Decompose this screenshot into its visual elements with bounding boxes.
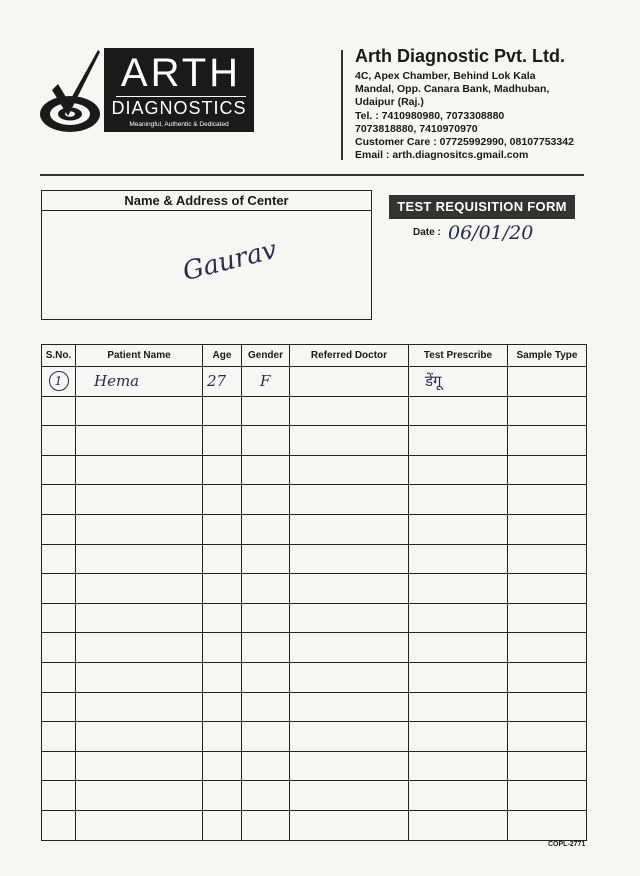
empty-cell bbox=[290, 781, 409, 811]
empty-cell bbox=[290, 396, 409, 426]
empty-cell bbox=[76, 603, 203, 633]
empty-cell bbox=[203, 662, 242, 692]
empty-cell bbox=[290, 426, 409, 456]
requisition-table bbox=[41, 344, 587, 841]
empty-cell bbox=[203, 722, 242, 752]
customer-care-line: Customer Care : 07725992990, 08107753342 bbox=[355, 136, 574, 149]
cell-age bbox=[203, 367, 242, 397]
empty-cell bbox=[242, 574, 290, 604]
empty-cell bbox=[508, 396, 587, 426]
empty-cell bbox=[76, 751, 203, 781]
logo-brand: ARTH bbox=[120, 51, 242, 95]
empty-cell bbox=[508, 603, 587, 633]
empty-cell bbox=[290, 633, 409, 663]
cell-sno bbox=[42, 367, 76, 397]
empty-cell bbox=[409, 455, 508, 485]
email-line: Email : arth.diagnositcs.gmail.com bbox=[355, 149, 529, 162]
center-title: Name & Address of Center bbox=[124, 193, 289, 208]
empty-cell bbox=[409, 751, 508, 781]
table-row bbox=[42, 633, 587, 663]
center-title-rule bbox=[41, 210, 372, 211]
date-value: 06/01/20 bbox=[448, 222, 534, 244]
empty-cell bbox=[290, 485, 409, 515]
empty-cell bbox=[242, 633, 290, 663]
empty-cell bbox=[508, 485, 587, 515]
form-title: TEST REQUISITION FORM bbox=[389, 195, 575, 219]
empty-cell bbox=[508, 751, 587, 781]
gender-value: F bbox=[260, 372, 271, 391]
header-age: Age bbox=[203, 345, 242, 367]
table-row bbox=[42, 485, 587, 515]
header-sno: S.No. bbox=[42, 345, 76, 367]
empty-cell bbox=[409, 396, 508, 426]
empty-cell bbox=[290, 574, 409, 604]
phone-line: Tel. : 7410980980, 7073308880 bbox=[355, 109, 505, 122]
header-divider bbox=[341, 50, 343, 160]
empty-cell bbox=[508, 692, 587, 722]
empty-cell bbox=[290, 603, 409, 633]
table-row bbox=[42, 514, 587, 544]
header-sample-type: Sample Type bbox=[508, 345, 587, 367]
header-rule bbox=[40, 174, 584, 176]
cell-patient-name bbox=[76, 367, 203, 397]
company-name: Arth Diagnostic Pvt. Ltd. bbox=[355, 46, 566, 66]
empty-cell bbox=[203, 781, 242, 811]
empty-cell bbox=[42, 633, 76, 663]
table-row bbox=[42, 367, 587, 397]
empty-cell bbox=[76, 810, 203, 840]
table-row bbox=[42, 810, 587, 840]
empty-cell bbox=[203, 603, 242, 633]
empty-cell bbox=[76, 574, 203, 604]
empty-cell bbox=[42, 662, 76, 692]
empty-cell bbox=[42, 544, 76, 574]
header-test-prescribe: Test Prescribe bbox=[409, 345, 508, 367]
empty-cell bbox=[242, 662, 290, 692]
age-value: 27 bbox=[207, 372, 227, 391]
empty-cell bbox=[76, 396, 203, 426]
empty-cell bbox=[76, 455, 203, 485]
empty-cell bbox=[409, 485, 508, 515]
phone-line: 7073818880, 7410970970 bbox=[355, 122, 478, 135]
empty-cell bbox=[290, 662, 409, 692]
empty-cell bbox=[42, 751, 76, 781]
empty-cell bbox=[42, 692, 76, 722]
empty-cell bbox=[203, 485, 242, 515]
table-row bbox=[42, 396, 587, 426]
empty-cell bbox=[242, 810, 290, 840]
empty-cell bbox=[242, 722, 290, 752]
empty-cell bbox=[508, 426, 587, 456]
header-referred-doctor: Referred Doctor bbox=[290, 345, 409, 367]
empty-cell bbox=[508, 544, 587, 574]
empty-cell bbox=[409, 426, 508, 456]
empty-cell bbox=[42, 485, 76, 515]
empty-cell bbox=[242, 485, 290, 515]
empty-cell bbox=[42, 574, 76, 604]
empty-cell bbox=[203, 810, 242, 840]
empty-cell bbox=[409, 574, 508, 604]
empty-cell bbox=[203, 426, 242, 456]
company-address bbox=[355, 70, 605, 162]
empty-cell bbox=[76, 662, 203, 692]
empty-cell bbox=[409, 633, 508, 663]
empty-cell bbox=[203, 544, 242, 574]
logo-tagline: Meaningful, Authentic & Dedicated bbox=[129, 121, 229, 128]
cell-test-prescribe bbox=[409, 367, 508, 397]
date-label: Date : bbox=[413, 227, 441, 238]
header-patient-name: Patient Name bbox=[76, 345, 203, 367]
empty-cell bbox=[76, 426, 203, 456]
address-line: Udaipur (Raj.) bbox=[355, 96, 424, 109]
empty-cell bbox=[409, 662, 508, 692]
empty-cell bbox=[203, 633, 242, 663]
empty-cell bbox=[409, 810, 508, 840]
empty-cell bbox=[508, 633, 587, 663]
table-row bbox=[42, 544, 587, 574]
empty-cell bbox=[242, 426, 290, 456]
empty-cell bbox=[42, 426, 76, 456]
empty-cell bbox=[290, 810, 409, 840]
empty-cell bbox=[76, 633, 203, 663]
empty-cell bbox=[290, 692, 409, 722]
cell-referred-doctor bbox=[290, 367, 409, 397]
cell-gender bbox=[242, 367, 290, 397]
empty-cell bbox=[76, 544, 203, 574]
empty-cell bbox=[409, 692, 508, 722]
table-row bbox=[42, 692, 587, 722]
empty-cell bbox=[76, 692, 203, 722]
empty-cell bbox=[242, 455, 290, 485]
empty-cell bbox=[242, 751, 290, 781]
header-gender: Gender bbox=[242, 345, 290, 367]
empty-cell bbox=[203, 692, 242, 722]
empty-cell bbox=[290, 722, 409, 752]
empty-cell bbox=[242, 781, 290, 811]
empty-cell bbox=[290, 544, 409, 574]
empty-cell bbox=[203, 396, 242, 426]
empty-cell bbox=[76, 781, 203, 811]
form-code: COPL-2771 bbox=[548, 841, 586, 848]
table-row bbox=[42, 781, 587, 811]
empty-cell bbox=[76, 485, 203, 515]
empty-cell bbox=[42, 722, 76, 752]
center-handwritten-name: Gaurav bbox=[179, 234, 280, 288]
table-header-row bbox=[42, 345, 587, 367]
empty-cell bbox=[508, 781, 587, 811]
empty-cell bbox=[508, 574, 587, 604]
empty-cell bbox=[409, 514, 508, 544]
table-row bbox=[42, 603, 587, 633]
empty-cell bbox=[203, 514, 242, 544]
empty-cell bbox=[242, 544, 290, 574]
empty-cell bbox=[290, 455, 409, 485]
sno-value: 1 bbox=[49, 371, 69, 391]
table-row bbox=[42, 455, 587, 485]
empty-cell bbox=[409, 722, 508, 752]
patient-name-value: Hema bbox=[94, 372, 140, 391]
empty-cell bbox=[42, 781, 76, 811]
empty-cell bbox=[508, 455, 587, 485]
empty-cell bbox=[203, 574, 242, 604]
table-row bbox=[42, 662, 587, 692]
empty-cell bbox=[290, 514, 409, 544]
empty-cell bbox=[242, 396, 290, 426]
empty-cell bbox=[409, 603, 508, 633]
table-row bbox=[42, 751, 587, 781]
empty-cell bbox=[409, 781, 508, 811]
empty-cell bbox=[76, 514, 203, 544]
empty-cell bbox=[508, 810, 587, 840]
empty-cell bbox=[42, 514, 76, 544]
empty-cell bbox=[42, 603, 76, 633]
test-prescribe-value: डेंगू bbox=[425, 372, 442, 391]
cell-sample-type bbox=[508, 367, 587, 397]
empty-cell bbox=[76, 722, 203, 752]
empty-cell bbox=[42, 455, 76, 485]
empty-cell bbox=[42, 396, 76, 426]
empty-cell bbox=[508, 514, 587, 544]
empty-cell bbox=[42, 810, 76, 840]
table-row bbox=[42, 722, 587, 752]
address-line: 4C, Apex Chamber, Behind Lok Kala bbox=[355, 70, 536, 82]
address-line: Mandal, Opp. Canara Bank, Madhuban, bbox=[355, 83, 550, 96]
empty-cell bbox=[203, 455, 242, 485]
empty-cell bbox=[203, 751, 242, 781]
logo-target-icon bbox=[38, 44, 104, 134]
empty-cell bbox=[242, 692, 290, 722]
logo-sub: DIAGNOSTICS bbox=[111, 98, 247, 118]
empty-cell bbox=[242, 514, 290, 544]
table-row bbox=[42, 426, 587, 456]
empty-cell bbox=[508, 722, 587, 752]
table-row bbox=[42, 574, 587, 604]
empty-cell bbox=[508, 662, 587, 692]
empty-cell bbox=[409, 544, 508, 574]
empty-cell bbox=[290, 751, 409, 781]
empty-cell bbox=[242, 603, 290, 633]
